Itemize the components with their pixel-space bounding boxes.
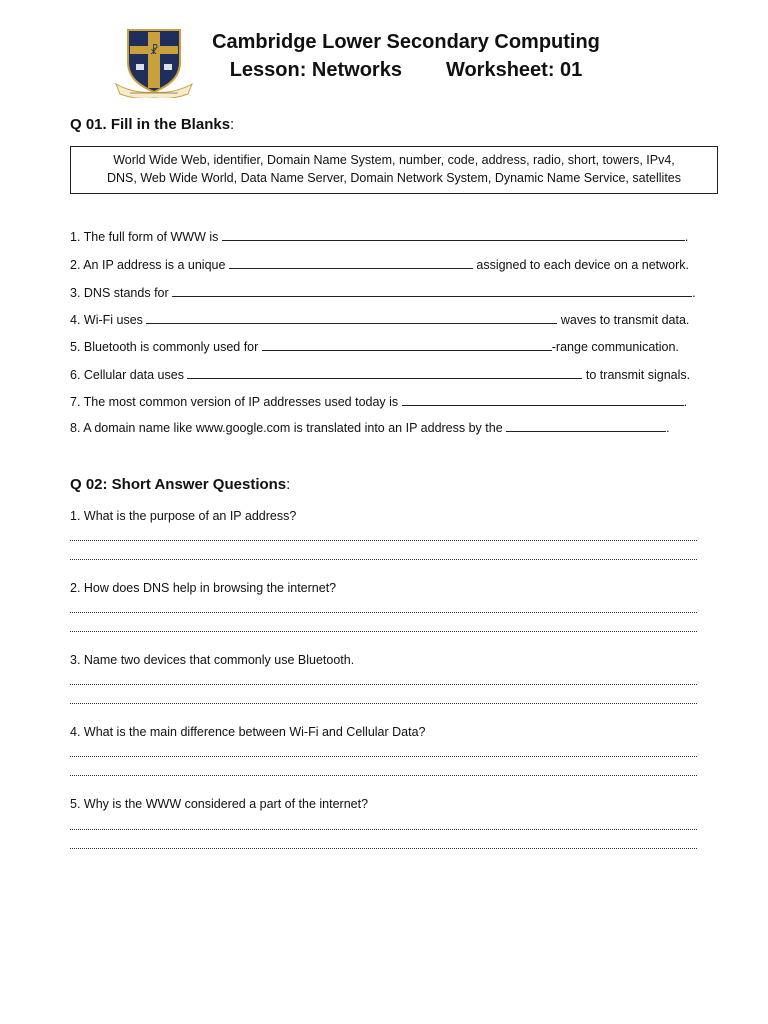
fill-blank-item — [70, 394, 710, 410]
word-bank-line: World Wide Web, identifier, Domain Name System, number, code, address, radio, short, towers, IPv4, — [113, 153, 675, 167]
lesson-title: Lesson: Networks — [229, 59, 402, 81]
item-text: 2. An IP address is a unique — [70, 258, 229, 272]
item-text-end: waves to transmit data. — [557, 313, 690, 327]
q2-heading-colon: : — [286, 476, 291, 493]
q2-heading — [70, 476, 290, 493]
school-crest-logo — [114, 28, 194, 98]
answer-line[interactable] — [70, 684, 697, 685]
lesson-worksheet-line — [196, 56, 616, 84]
answer-blank[interactable] — [229, 257, 473, 269]
item-text: 4. Wi-Fi uses — [70, 313, 147, 327]
item-text: 7. The most common version of IP addresses used today is — [70, 395, 402, 409]
item-text-end: . — [684, 230, 689, 244]
item-text-end: to transmit signals. — [582, 368, 691, 382]
fill-blank-item — [70, 257, 710, 273]
fill-blank-item — [70, 420, 710, 436]
answer-line[interactable] — [70, 848, 697, 849]
item-text-end: . — [692, 286, 696, 300]
item-text: 1. The full form of WWW is — [70, 230, 222, 244]
item-text: 5. Bluetooth is commonly used for — [70, 340, 262, 354]
item-text: 6. Cellular data uses — [70, 368, 188, 382]
fill-blank-item — [70, 339, 710, 355]
short-answer-question: 1. What is the purpose of an IP address? — [70, 509, 297, 523]
course-title: Cambridge Lower Secondary Computing — [212, 31, 600, 53]
answer-blank[interactable] — [222, 229, 685, 241]
answer-blank[interactable] — [187, 367, 582, 379]
q1-heading — [70, 116, 234, 133]
answer-line[interactable] — [70, 559, 697, 560]
answer-blank[interactable] — [262, 339, 552, 351]
fill-blank-item — [70, 285, 710, 301]
word-bank-line: DNS, Web Wide World, Data Name Server, Domain Network System, Dynamic Name Service, satellites — [106, 171, 682, 185]
item-text-end: assigned to each device on a network. — [472, 258, 690, 272]
answer-line[interactable] — [70, 756, 697, 757]
q2-heading-text: Q 02: Short Answer Questions — [70, 476, 287, 493]
answer-blank[interactable] — [402, 394, 684, 406]
answer-line[interactable] — [70, 829, 697, 830]
fill-blank-item — [70, 367, 710, 383]
worksheet-number: Worksheet: 01 — [445, 59, 583, 81]
answer-blank[interactable] — [506, 420, 666, 432]
q1-heading-text: Q 01. Fill in the Blanks — [70, 116, 231, 133]
short-answer-question: 2. How does DNS help in browsing the internet? — [70, 581, 337, 595]
q1-heading-colon: : — [230, 116, 235, 133]
answer-line[interactable] — [70, 540, 697, 541]
worksheet-title — [196, 28, 616, 84]
item-text-end: -range communication. — [551, 340, 679, 354]
item-text: 3. DNS stands for — [70, 286, 173, 300]
answer-line[interactable] — [70, 703, 697, 704]
word-bank-box — [70, 146, 718, 194]
fill-blank-item — [70, 312, 710, 328]
svg-text:☧: ☧ — [149, 44, 159, 57]
item-text-end: . — [666, 421, 670, 435]
short-answer-question: 5. Why is the WWW considered a part of the internet? — [70, 797, 369, 811]
answer-blank[interactable] — [172, 285, 692, 297]
item-text: 8. A domain name like www.google.com is translated into an IP address by the — [70, 421, 507, 435]
answer-blank[interactable] — [146, 312, 557, 324]
short-answer-question: 3. Name two devices that commonly use Bluetooth. — [70, 653, 355, 667]
answer-line[interactable] — [70, 775, 697, 776]
short-answer-question: 4. What is the main difference between Wi-Fi and Cellular Data? — [70, 725, 426, 739]
fill-blank-item — [70, 229, 710, 245]
answer-line[interactable] — [70, 612, 697, 613]
answer-line[interactable] — [70, 631, 697, 632]
item-text-end: . — [683, 395, 688, 409]
